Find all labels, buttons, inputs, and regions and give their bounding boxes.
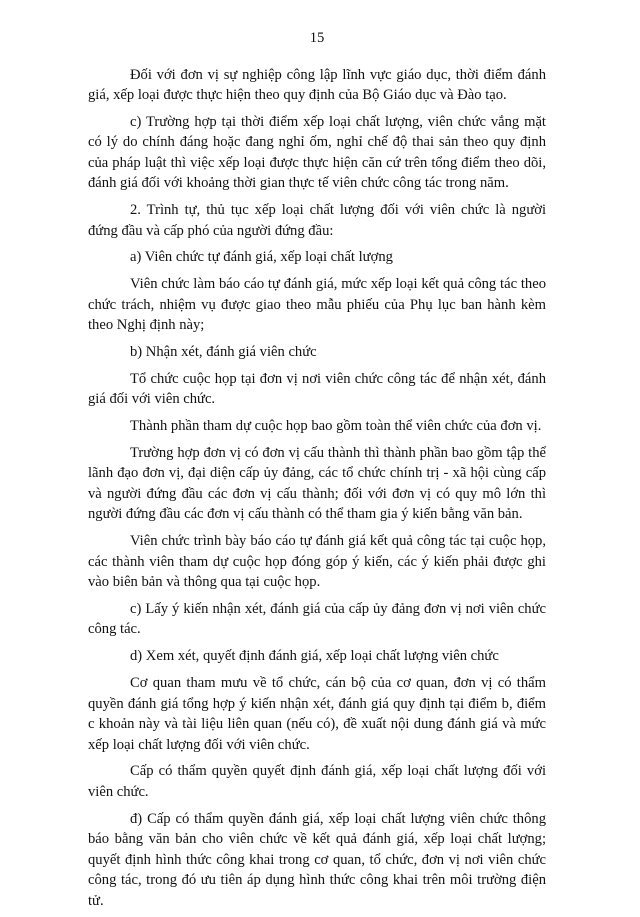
paragraph: c) Lấy ý kiến nhận xét, đánh giá của cấp ủy đảng đơn vị nơi viên chức công tác. [88, 600, 546, 638]
paragraph: a) Viên chức tự đánh giá, xếp loại chất lượng [130, 249, 393, 266]
paragraph: Thành phần tham dự cuộc họp bao gồm toàn thể viên chức của đơn vị. [130, 418, 542, 435]
paragraph: Viên chức làm báo cáo tự đánh giá, mức xếp loại kết quả công tác theo chức trách, nhiệm vụ được giao theo mẫu phiếu của Phụ lục ban hành kèm theo Nghị định này; [88, 276, 546, 334]
paragraph: Tổ chức cuộc họp tại đơn vị nơi viên chức công tác để nhận xét, đánh giá đối với viên chức. [88, 370, 546, 408]
page-number: 15 [309, 30, 325, 46]
paragraph: b) Nhận xét, đánh giá viên chức [130, 343, 317, 360]
paragraph: d) Xem xét, quyết định đánh giá, xếp loại chất lượng viên chức [130, 648, 499, 665]
paragraph: c) Trường hợp tại thời điểm xếp loại chất lượng, viên chức vắng mặt có lý do chính đáng hoặc đang nghỉ ốm, nghỉ chế độ thai sản theo quy định của pháp luật thì việc xếp loại được thực hiện căn cứ trên tổng điểm theo dõi, đánh giá đối với khoảng thời gian thực tế viên chức công tác trong năm. [88, 113, 546, 192]
paragraph: đ) Cấp có thẩm quyền đánh giá, xếp loại chất lượng viên chức thông báo bằng văn bản cho viên chức về kết quả đánh giá, xếp loại chất lượng; quyết định hình thức công khai trong cơ quan, tổ chức, đơn vị nơi viên chức công tác, trong đó ưu tiên áp dụng hình thức công khai trên môi trường điện tử. [88, 810, 546, 909]
paragraph: Trường hợp đơn vị có đơn vị cấu thành thì thành phần bao gồm tập thể lãnh đạo đơn vị, đại diện cấp ủy đảng, các tổ chức chính trị - xã hội cùng cấp và người đứng đầu các đơn vị cấu thành; đối với đơn vị có quy mô lớn thì người đứng đầu các đơn vị cấu thành có thể tham gia ý kiến bằng văn bản. [88, 444, 546, 523]
paragraph: 2. Trình tự, thủ tục xếp loại chất lượng đối với viên chức là người đứng đầu và cấp phó của người đứng đầu: [88, 202, 546, 239]
paragraph: Cơ quan tham mưu về tổ chức, cán bộ của cơ quan, đơn vị có thẩm quyền đánh giá tổng hợp ý kiến nhận xét, đánh giá quy định tại điểm b, điểm c khoản này và tài liệu liên quan (nếu có), đề xuất nội dung đánh giá và mức xếp loại chất lượng đối với viên chức. [88, 675, 546, 753]
paragraph: Viên chức trình bày báo cáo tự đánh giá kết quả công tác tại cuộc họp, các thành viên tham dự cuộc họp đóng góp ý kiến, các ý kiến phải được ghi vào biên bản và thông qua tại cuộc họp. [88, 533, 546, 591]
document-page [88, 28, 546, 917]
paragraph: Đối với đơn vị sự nghiệp công lập lĩnh vực giáo dục, thời điểm đánh giá, xếp loại được thực hiện theo quy định của Bộ Giáo dục và Đào tạo. [88, 66, 546, 103]
paragraph: Cấp có thẩm quyền quyết định đánh giá, xếp loại chất lượng đối với viên chức. [88, 763, 546, 800]
